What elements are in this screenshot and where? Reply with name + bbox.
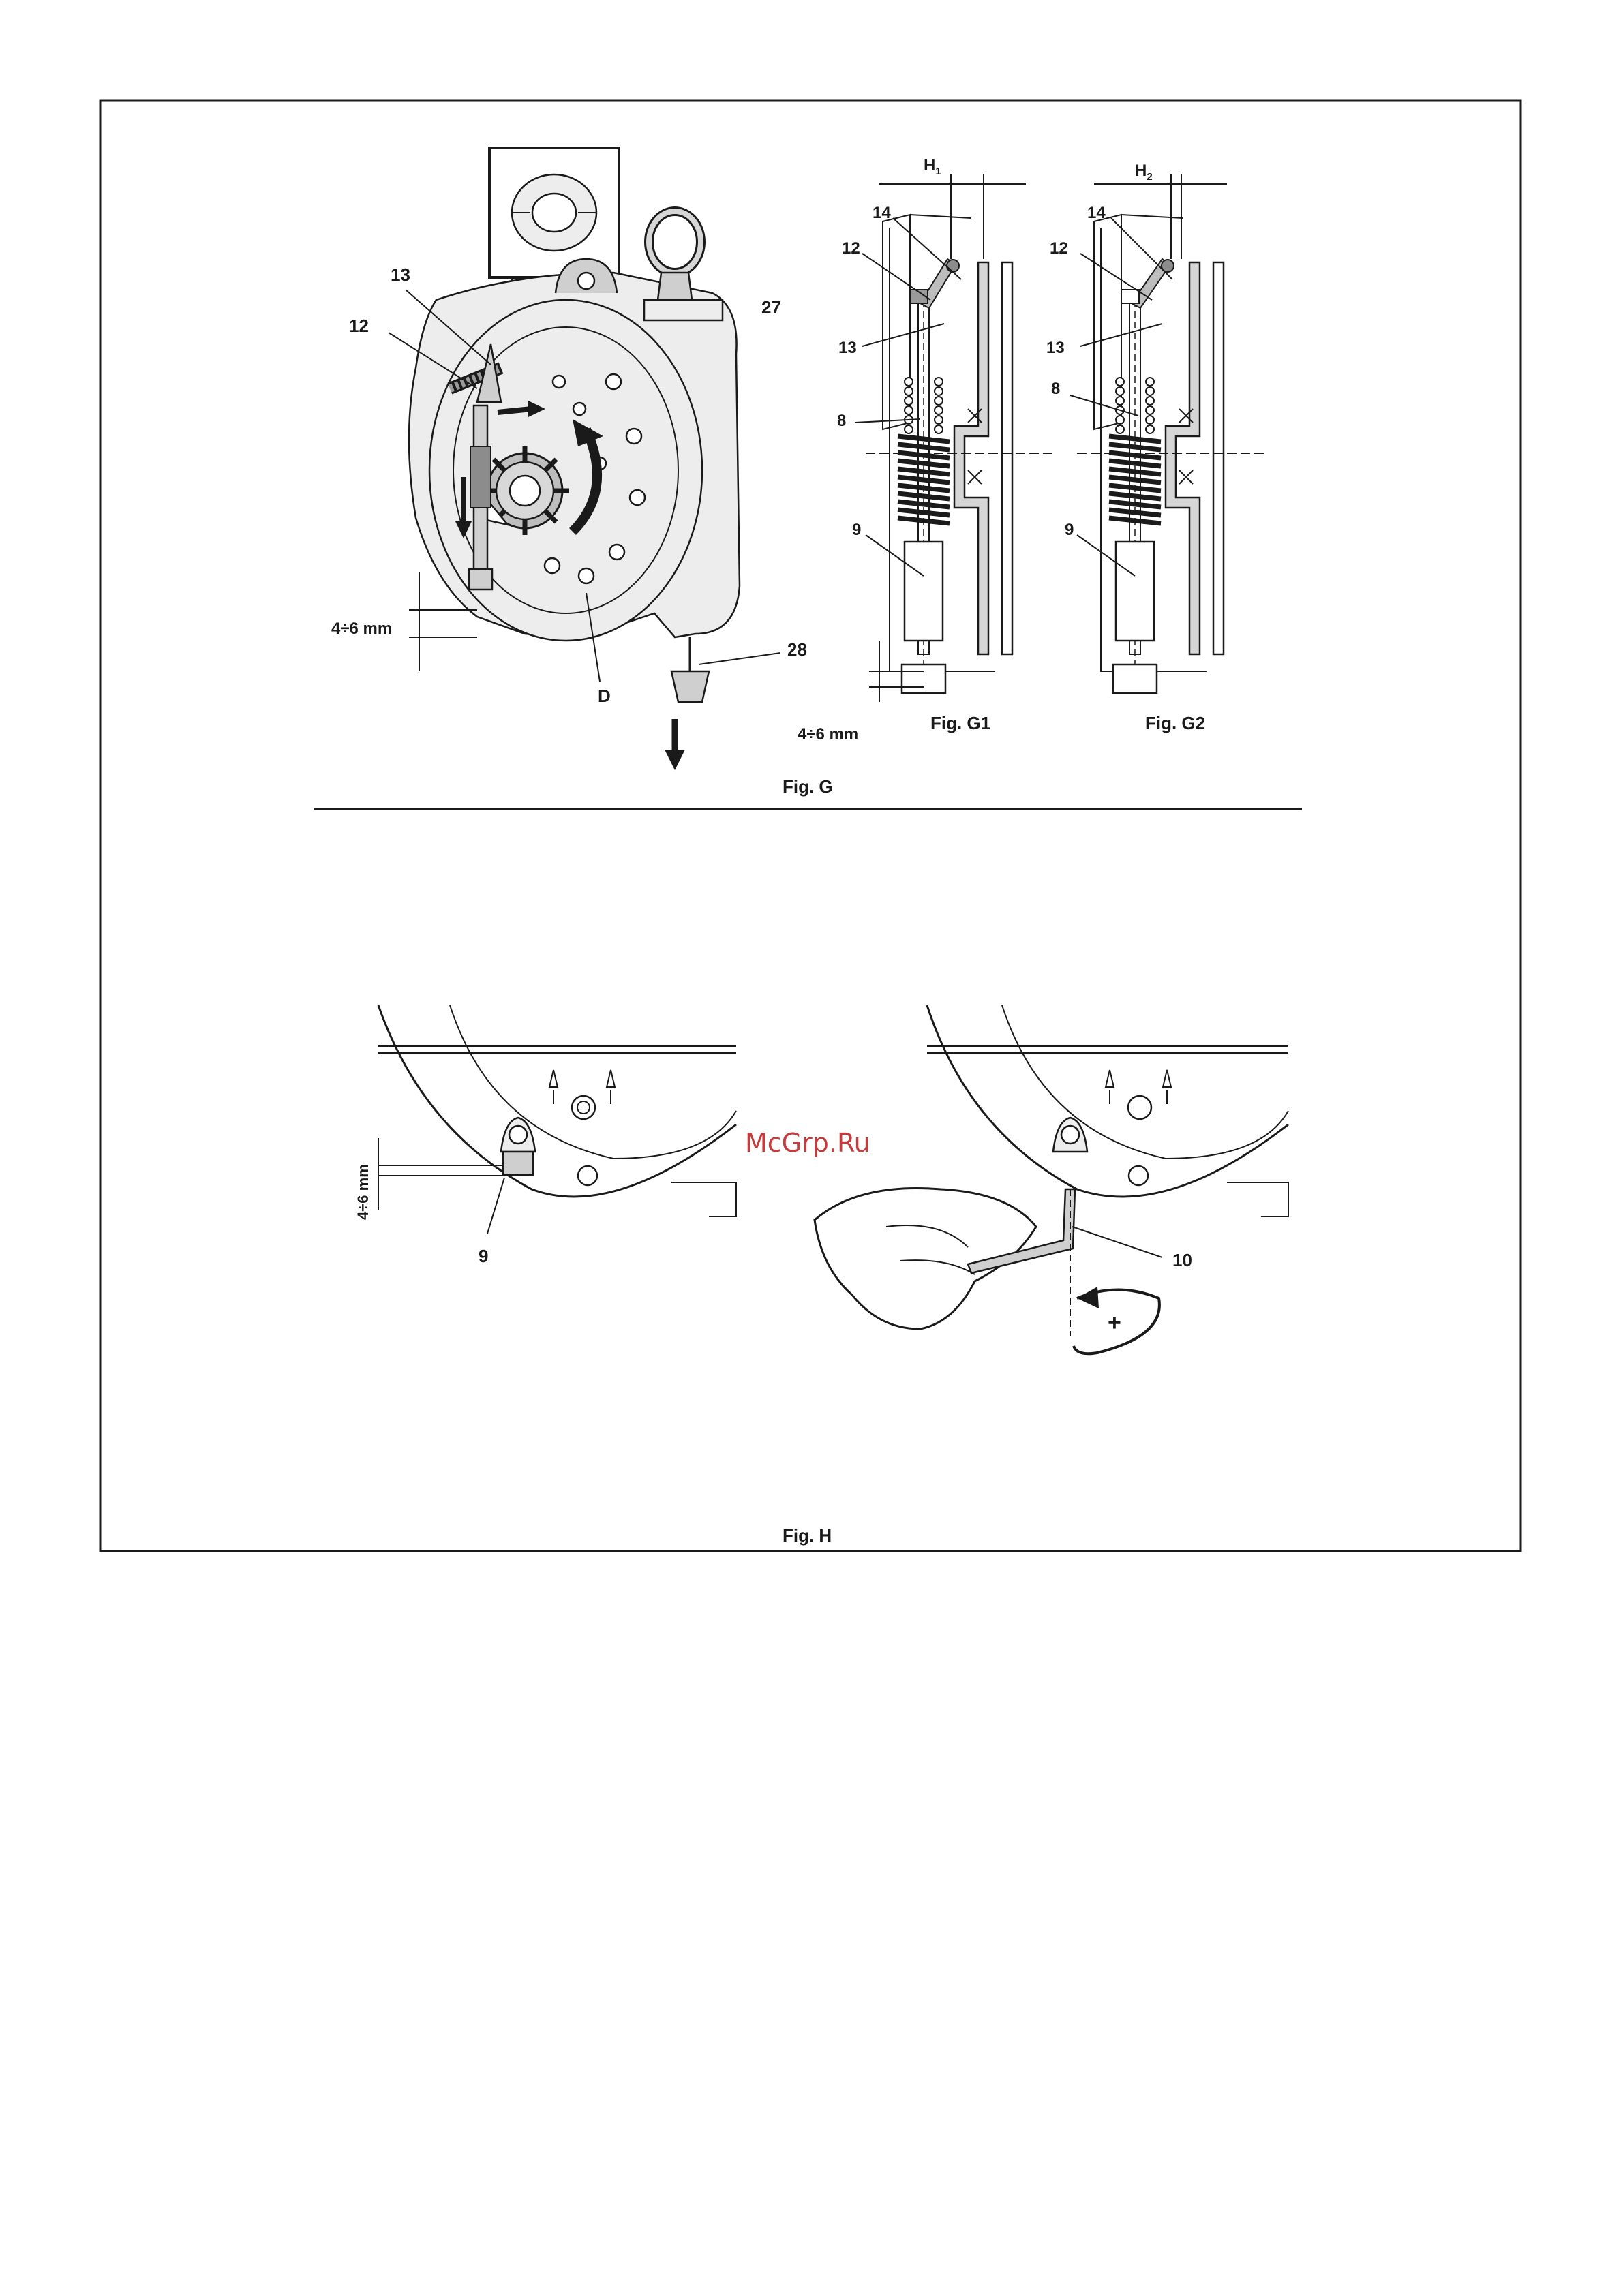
fig-h-caption: Fig. H: [783, 1525, 832, 1546]
friction-disc: [1213, 262, 1224, 654]
fig-h-gap-label: 4÷6 mm: [354, 1164, 371, 1220]
spring-coil: [935, 397, 943, 405]
g1-label-8: 8: [837, 412, 847, 430]
thread: [898, 461, 950, 466]
thread: [898, 436, 950, 442]
thread: [1109, 436, 1161, 442]
spring-coil: [935, 416, 943, 424]
thread: [1109, 469, 1161, 474]
spring-coil: [935, 378, 943, 386]
h1-label: $H_1$: [924, 156, 941, 177]
thread: [898, 485, 950, 491]
g1-gap-label: 4÷6 mm: [798, 725, 859, 744]
spring-coil: [905, 425, 913, 433]
brake-plate: [1166, 262, 1200, 654]
spring-coil: [1116, 416, 1124, 424]
g1-label-9: 9: [852, 521, 862, 539]
sleeve-9: [1116, 542, 1154, 641]
g1-label-14: 14: [873, 204, 891, 222]
watermark: McGrp.Ru: [745, 1128, 870, 1158]
section-g2: [1077, 215, 1264, 693]
g2-label-9: 9: [1065, 521, 1074, 539]
label-d: D: [598, 686, 611, 706]
label-13: 13: [391, 264, 410, 285]
spring-coil: [905, 387, 913, 395]
page-border: [100, 100, 1521, 1551]
bearing-mark: [968, 470, 982, 484]
fig-g2-caption: Fig. G2: [1145, 713, 1206, 733]
spring-coil: [935, 425, 943, 433]
spring-coil: [935, 387, 943, 395]
thread: [1109, 502, 1161, 507]
fig-h-right: [815, 1005, 1288, 1353]
thread: [1109, 518, 1161, 523]
thread: [1109, 461, 1161, 466]
pin-14: [947, 260, 959, 272]
spring-12: [1121, 290, 1139, 303]
thread: [898, 518, 950, 523]
spring-coil: [905, 406, 913, 414]
g1-label-13: 13: [838, 339, 857, 357]
thread: [1109, 444, 1161, 450]
g2-label-8: 8: [1051, 380, 1061, 398]
thread: [898, 502, 950, 507]
spring-coil: [1146, 406, 1154, 414]
plus-symbol: +: [1108, 1310, 1121, 1336]
hook: [644, 211, 723, 320]
spring-coil: [1146, 425, 1154, 433]
fig-g1-caption: Fig. G1: [930, 713, 991, 733]
spring-coil: [1146, 387, 1154, 395]
spring-coil: [1116, 397, 1124, 405]
spring-coil: [1146, 378, 1154, 386]
spring-coil: [905, 397, 913, 405]
thread: [1109, 477, 1161, 483]
thread: [898, 444, 950, 450]
spring-coil: [1116, 387, 1124, 395]
thread: [1109, 493, 1161, 499]
drain-plug: [671, 637, 709, 702]
thread: [898, 493, 950, 499]
hoist-drum-illustration: [389, 148, 780, 770]
nut: [1113, 664, 1157, 693]
nut: [902, 664, 945, 693]
thread: [898, 477, 950, 483]
spring-coil: [1146, 416, 1154, 424]
fig-h-left: [378, 1005, 736, 1234]
brake-plate: [954, 262, 988, 654]
thread: [898, 510, 950, 515]
label-12: 12: [349, 316, 369, 336]
spring-coil: [1116, 425, 1124, 433]
fig-h-label-10: 10: [1172, 1250, 1192, 1270]
g2-label-12: 12: [1050, 239, 1068, 258]
g2-label-14: 14: [1087, 204, 1106, 222]
fig-h-label-9: 9: [479, 1246, 489, 1266]
spring-coil: [1116, 378, 1124, 386]
section-g1: [866, 215, 1053, 693]
h2-label: $H_2$: [1135, 162, 1153, 183]
label-27: 27: [761, 297, 781, 318]
thread: [1109, 510, 1161, 515]
fig-g-caption: Fig. G: [783, 776, 833, 797]
spring-coil: [935, 406, 943, 414]
spring-coil: [1146, 397, 1154, 405]
thread: [1109, 485, 1161, 491]
thread: [898, 469, 950, 474]
g2-label-13: 13: [1046, 339, 1065, 357]
adjuster-9: [503, 1152, 533, 1175]
sleeve-9: [905, 542, 943, 641]
gap-dimension-label: 4÷6 mm: [331, 619, 393, 638]
friction-disc: [1002, 262, 1012, 654]
label-28: 28: [787, 639, 807, 660]
bearing-mark: [1179, 470, 1193, 484]
g1-label-12: 12: [842, 239, 860, 258]
spring-coil: [905, 378, 913, 386]
